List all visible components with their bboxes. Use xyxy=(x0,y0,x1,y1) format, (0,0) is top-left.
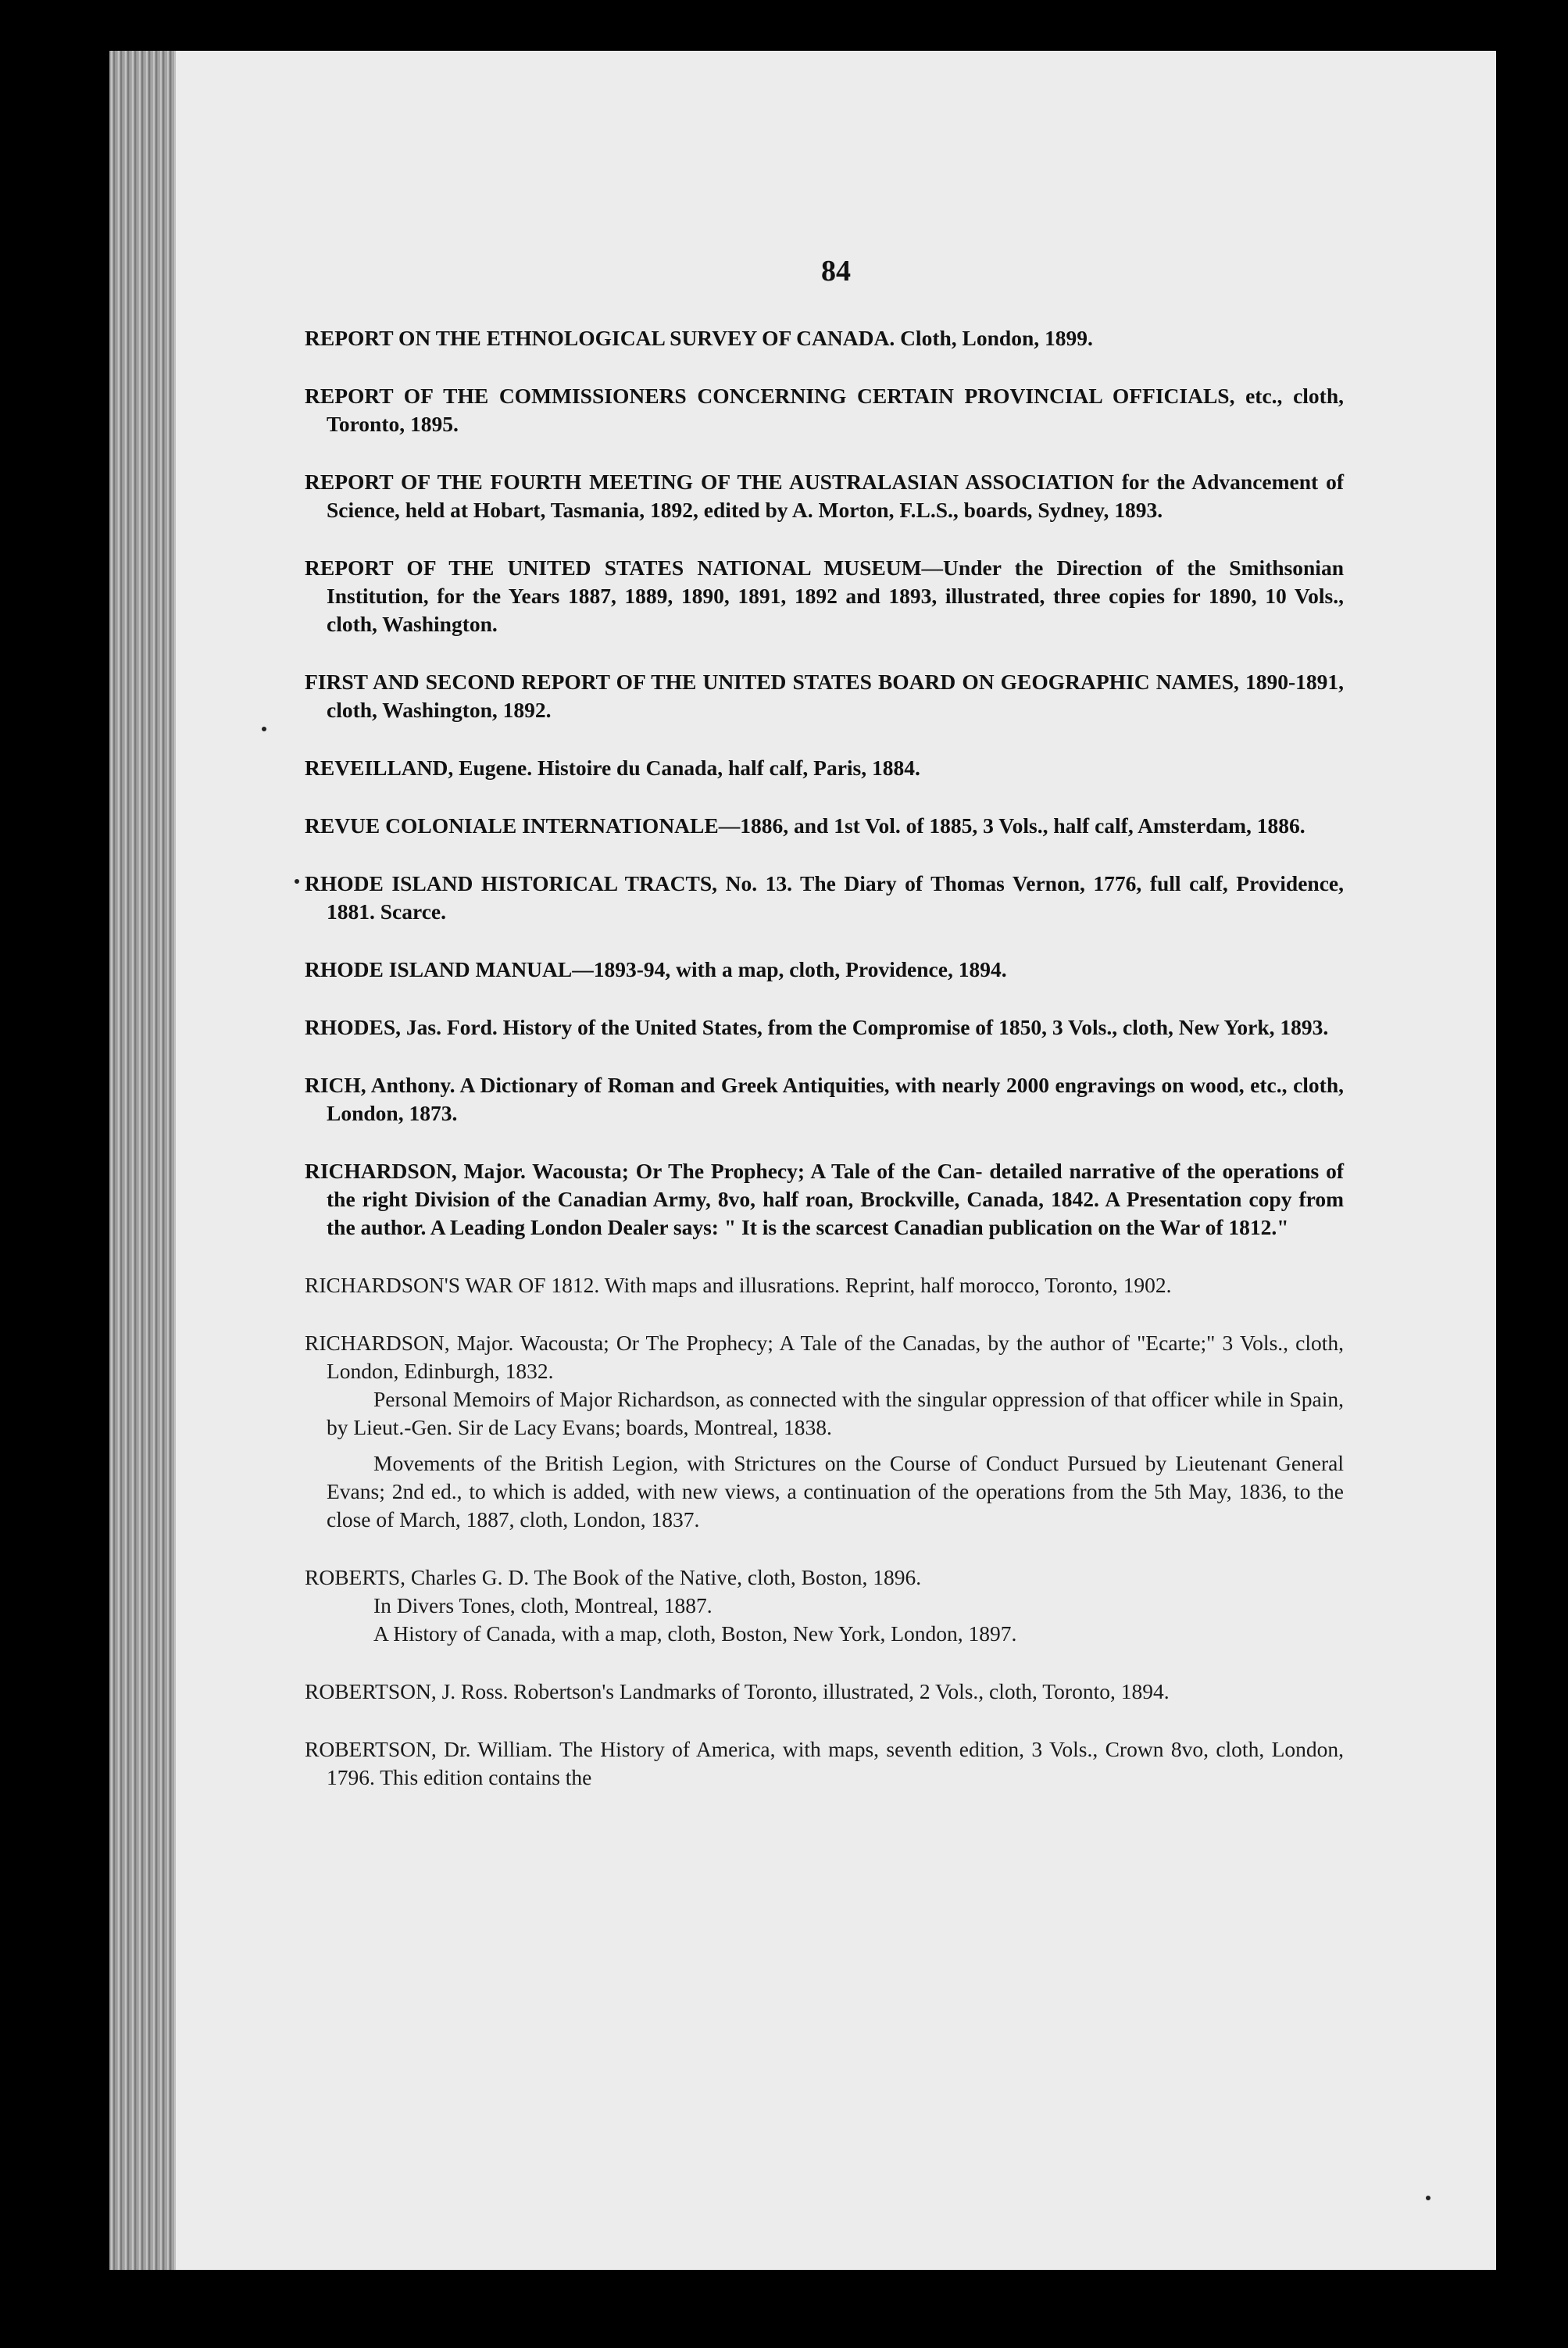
catalogue-entry: RHODE ISLAND MANUAL—1893-94, with a map, cloth, Providence, 1894. xyxy=(305,957,1007,981)
catalogue-entry: RHODE ISLAND HISTORICAL TRACTS, No. 13. The Diary of Thomas Vernon, 1776, full calf, Providence, 1881. Scarce. xyxy=(305,871,1344,924)
catalogue-entry: ROBERTS, Charles G. D. The Book of the Native, cloth, Boston, 1896. xyxy=(305,1565,922,1589)
catalogue-sub-entry: A History of Canada, with a map, cloth, Boston, New York, London, 1897. xyxy=(373,1621,1017,1646)
catalogue-entry: FIRST AND SECOND REPORT OF THE UNITED STATES BOARD ON GEOGRAPHIC NAMES, 1890-1891, cloth, Washington, 1892. xyxy=(305,670,1344,722)
catalogue-entry: ROBERTSON, Dr. William. The History of America, with maps, seventh edition, 3 Vols., Crown 8vo, cloth, London, 1796. This edition contains the xyxy=(305,1737,1344,1789)
ink-speck xyxy=(295,879,299,884)
catalogue-entry-group xyxy=(305,1564,1344,1648)
catalogue-entry: REPORT OF THE UNITED STATES NATIONAL MUSEUM—Under the Direction of the Smithsonian Institution, for the Years 1887, 1889, 1890, 1891, 1892 and 1893, illustrated, three copies for 1890, 10 Vols., cloth, Washington. xyxy=(305,556,1344,636)
catalogue-sub-entry: Movements of the British Legion, with Strictures on the Course of Conduct Pursued by Lieutenant General Evans; 2nd ed., to which is added, with new views, a continuation of the operations from the 5th May, 1836, to the close of March, 1887, cloth, London, 1837. xyxy=(327,1451,1344,1531)
catalogue-entry: RHODES, Jas. Ford. History of the United States, from the Compromise of 1850, 3 Vols., cloth, New York, 1893. xyxy=(305,1015,1329,1039)
catalogue-entries xyxy=(305,324,1344,1821)
catalogue-entry-group xyxy=(305,1329,1344,1534)
catalogue-entry: REPORT OF THE FOURTH MEETING OF THE AUSTRALASIAN ASSOCIATION for the Advancement of Science, held at Hobart, Tasmania, 1892, edited by A. Morton, F.L.S., boards, Sydney, 1893. xyxy=(305,470,1344,522)
catalogue-sub-entry: In Divers Tones, cloth, Montreal, 1887. xyxy=(373,1593,713,1617)
catalogue-entry: REPORT OF THE COMMISSIONERS CONCERNING CERTAIN PROVINCIAL OFFICIALS, etc., cloth, Toronto, 1895. xyxy=(305,384,1344,436)
catalogue-page xyxy=(176,51,1496,2270)
catalogue-entry: REVEILLAND, Eugene. Histoire du Canada, half calf, Paris, 1884. xyxy=(305,756,920,780)
catalogue-entry: REPORT ON THE ETHNOLOGICAL SURVEY OF CANADA. Cloth, London, 1899. xyxy=(305,326,1093,350)
ink-speck xyxy=(262,727,266,731)
catalogue-entry: RICHARDSON, Major. Wacousta; Or The Prophecy; A Tale of the Can- detailed narrative of the operations of the right Division of the Canadian Army, 8vo, half roan, Brockville, Canada, 1842. A Presentation copy from the author. A Leading London Dealer says: " It is the scarcest Canadian publication on the War of 1812." xyxy=(305,1159,1344,1239)
catalogue-entry: RICH, Anthony. A Dictionary of Roman and Greek Antiquities, with nearly 2000 engravings on wood, etc., cloth, London, 1873. xyxy=(305,1073,1344,1125)
catalogue-entry: REVUE COLONIALE INTERNATIONALE—1886, and 1st Vol. of 1885, 3 Vols., half calf, Amsterdam, 1886. xyxy=(305,813,1305,838)
scan-binding-edge xyxy=(109,51,180,2270)
catalogue-entry: RICHARDSON, Major. Wacousta; Or The Prophecy; A Tale of the Canadas, by the author of "Ecarte;" 3 Vols., cloth, London, Edinburgh, 1832. xyxy=(305,1331,1344,1383)
catalogue-sub-entry: Personal Memoirs of Major Richardson, as connected with the singular oppression of that officer while in Spain, by Lieut.-Gen. Sir de Lacy Evans; boards, Montreal, 1838. xyxy=(327,1387,1344,1439)
catalogue-entry: RICHARDSON'S WAR OF 1812. With maps and illusrations. Reprint, half morocco, Toronto, 1902. xyxy=(305,1273,1172,1297)
ink-speck xyxy=(1426,2196,1430,2200)
page-number: 84 xyxy=(821,255,851,288)
catalogue-entry: ROBERTSON, J. Ross. Robertson's Landmarks of Toronto, illustrated, 2 Vols., cloth, Toronto, 1894. xyxy=(305,1679,1170,1703)
